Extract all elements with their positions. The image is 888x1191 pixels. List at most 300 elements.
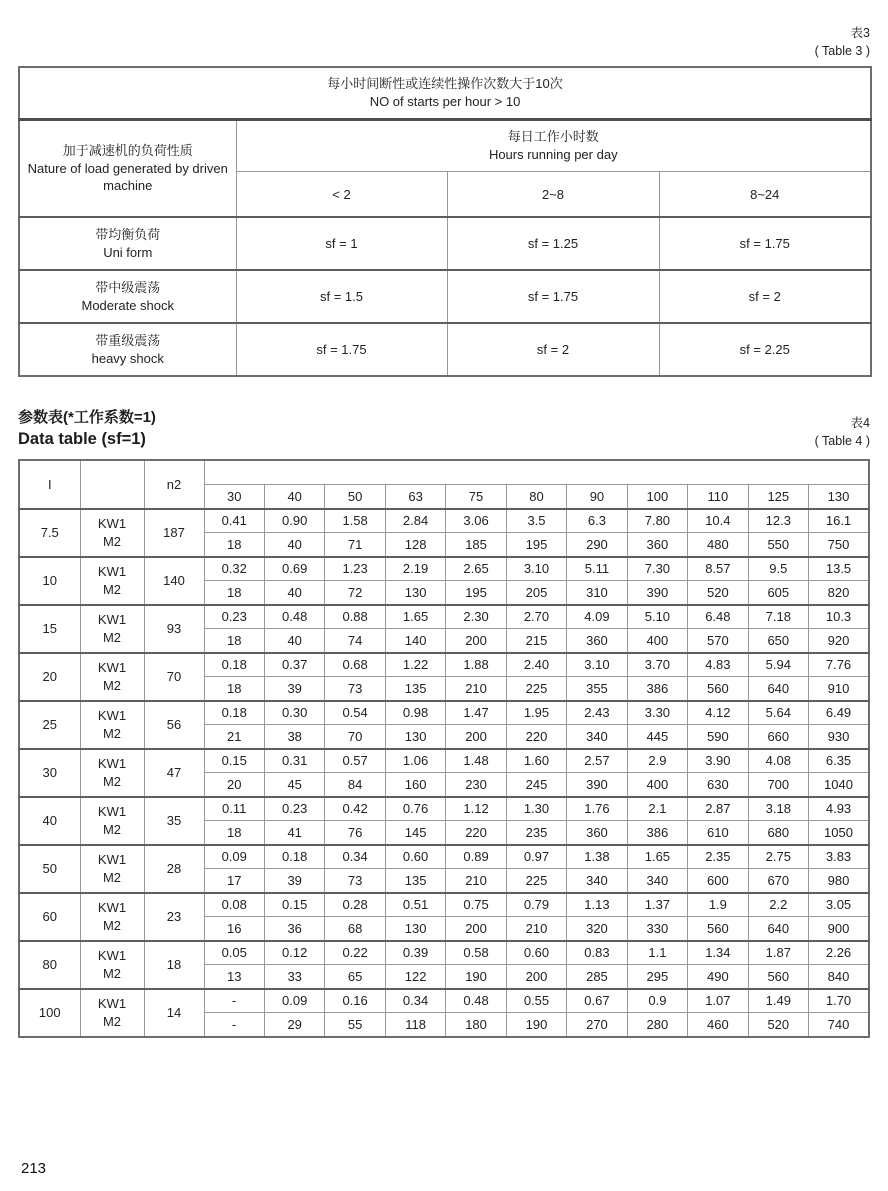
- size-column-header: 40: [264, 485, 324, 509]
- kw1-value: 7.80: [627, 509, 687, 533]
- ratio-column-header: I: [19, 460, 80, 509]
- m2-value: 210: [446, 677, 506, 701]
- kw1-value: 1.58: [325, 509, 385, 533]
- kw1-value: 0.68: [325, 653, 385, 677]
- m2-value: 17: [204, 869, 264, 893]
- row-label-kw1: KW1: [97, 803, 127, 819]
- m2-value: 750: [809, 533, 869, 557]
- kw1-value: 1.47: [446, 701, 506, 725]
- kw1-value: 0.22: [325, 941, 385, 965]
- m2-value: 40: [264, 533, 324, 557]
- kw1-value: 0.88: [325, 605, 385, 629]
- table-row: [19, 845, 869, 869]
- sf-value: sf = 2: [447, 323, 659, 376]
- m2-value: 390: [627, 581, 687, 605]
- kw1-value: 0.37: [264, 653, 324, 677]
- kw1-value: 1.1: [627, 941, 687, 965]
- m2-value: 215: [506, 629, 566, 653]
- row-label-kw1: KW1: [97, 755, 127, 771]
- kw1-value: 0.48: [446, 989, 506, 1013]
- m2-value: -: [204, 1013, 264, 1037]
- kw1-value: 0.98: [385, 701, 445, 725]
- m2-value: 355: [567, 677, 627, 701]
- kw1-value: 1.48: [446, 749, 506, 773]
- m2-value: 29: [264, 1013, 324, 1037]
- m2-value: 700: [748, 773, 808, 797]
- kw1-value: 2.26: [809, 941, 869, 965]
- kw1-value: 0.15: [264, 893, 324, 917]
- load-row-label: [19, 270, 236, 323]
- kw1-value: 2.43: [567, 701, 627, 725]
- kw1-value: 1.88: [446, 653, 506, 677]
- kw1-value: 0.31: [264, 749, 324, 773]
- m2-value: 36: [264, 917, 324, 941]
- m2-value: 225: [506, 869, 566, 893]
- table4-tag: [815, 414, 870, 450]
- m2-value: 920: [809, 629, 869, 653]
- n2-cell: 14: [144, 989, 204, 1037]
- m2-value: 900: [809, 917, 869, 941]
- row-label-m2: M2: [102, 869, 122, 885]
- table-row: [19, 605, 869, 629]
- m2-value: 195: [446, 581, 506, 605]
- m2-value: 33: [264, 965, 324, 989]
- size-column-header: 110: [688, 485, 748, 509]
- table3-tag-en: ( Table 3 ): [814, 44, 870, 59]
- kw1-value: 4.12: [688, 701, 748, 725]
- row-label-cell: [80, 941, 144, 989]
- ratio-cell: 10: [19, 557, 80, 605]
- m2-value: 40: [264, 629, 324, 653]
- kw1-value: 6.48: [688, 605, 748, 629]
- ratio-cell: 20: [19, 653, 80, 701]
- hours-col-8-24: 8~24: [659, 171, 871, 217]
- size-column-header: 50: [325, 485, 385, 509]
- table3-tag-zh: 表3: [850, 26, 870, 40]
- n2-cell: 28: [144, 845, 204, 893]
- m2-value: 18: [204, 821, 264, 845]
- table3-tag: [18, 0, 870, 66]
- page-number: 213: [21, 1160, 47, 1177]
- kw1-value: 6.35: [809, 749, 869, 773]
- row-label-cell: [80, 989, 144, 1037]
- m2-value: 640: [748, 677, 808, 701]
- ratio-cell: 100: [19, 989, 80, 1037]
- n2-cell: 56: [144, 701, 204, 749]
- n2-cell: 18: [144, 941, 204, 989]
- hours-per-day-en: Hours running per day: [488, 146, 618, 162]
- kw1-value: 0.39: [385, 941, 445, 965]
- table4-tag-zh: 表4: [850, 416, 870, 431]
- sf-value: sf = 1.75: [447, 270, 659, 323]
- m2-value: 205: [506, 581, 566, 605]
- m2-value: 386: [627, 821, 687, 845]
- m2-value: 130: [385, 917, 445, 941]
- m2-value: 220: [446, 821, 506, 845]
- size-column-header: 63: [385, 485, 445, 509]
- row-label-kw1: KW1: [97, 659, 127, 675]
- table-row: [19, 941, 869, 965]
- starts-per-hour-en: NO of starts per hour > 10: [369, 94, 521, 109]
- kw1-value: 6.3: [567, 509, 627, 533]
- kw1-value: 0.76: [385, 797, 445, 821]
- m2-value: 295: [627, 965, 687, 989]
- m2-value: 18: [204, 629, 264, 653]
- kw1-value: 0.97: [506, 845, 566, 869]
- data-table: [18, 459, 870, 1038]
- size-column-header: 125: [748, 485, 808, 509]
- m2-value: 480: [688, 533, 748, 557]
- load-row-label-en: Uni form: [103, 244, 153, 260]
- m2-value: 400: [627, 629, 687, 653]
- kw1-value: 2.35: [688, 845, 748, 869]
- kw1-value: 2.70: [506, 605, 566, 629]
- size-column-header: 90: [567, 485, 627, 509]
- m2-value: 21: [204, 725, 264, 749]
- kw1-value: 9.5: [748, 557, 808, 581]
- m2-value: 128: [385, 533, 445, 557]
- kw1-value: 1.87: [748, 941, 808, 965]
- kw1-value: 2.1: [627, 797, 687, 821]
- kw1-value: 1.70: [809, 989, 869, 1013]
- m2-value: 285: [567, 965, 627, 989]
- kw1-value: 7.30: [627, 557, 687, 581]
- kw1-value: 1.60: [506, 749, 566, 773]
- kw1-value: 0.54: [325, 701, 385, 725]
- kw1-value: 0.08: [204, 893, 264, 917]
- m2-value: 122: [385, 965, 445, 989]
- m2-value: 980: [809, 869, 869, 893]
- data-table-titles: [18, 407, 156, 450]
- m2-value: 605: [748, 581, 808, 605]
- ratio-cell: 80: [19, 941, 80, 989]
- kw1-value: 0.05: [204, 941, 264, 965]
- row-label-cell: [80, 797, 144, 845]
- sf-value: sf = 2.25: [659, 323, 871, 376]
- m2-value: 400: [627, 773, 687, 797]
- kw1-value: 0.18: [204, 701, 264, 725]
- m2-value: 360: [627, 533, 687, 557]
- table-row: [19, 893, 869, 917]
- load-row-label: [19, 217, 236, 270]
- kw1-value: 3.18: [748, 797, 808, 821]
- m2-value: 930: [809, 725, 869, 749]
- kw1-value: 5.11: [567, 557, 627, 581]
- kw1-value: 0.09: [264, 989, 324, 1013]
- row-label-m2: M2: [102, 677, 122, 693]
- kw1-value: 0.79: [506, 893, 566, 917]
- kw1-value: 0.75: [446, 893, 506, 917]
- kw1-value: 7.76: [809, 653, 869, 677]
- m2-value: 520: [748, 1013, 808, 1037]
- kw1-value: 1.95: [506, 701, 566, 725]
- kw1-value: 1.38: [567, 845, 627, 869]
- kw1-value: 0.15: [204, 749, 264, 773]
- table-row: [19, 797, 869, 821]
- kw1-value: 0.48: [264, 605, 324, 629]
- m2-value: 550: [748, 533, 808, 557]
- kw1-value: 3.10: [506, 557, 566, 581]
- row-label-m2: M2: [102, 629, 122, 645]
- m2-value: 145: [385, 821, 445, 845]
- row-label-m2: M2: [102, 533, 122, 549]
- kw1-value: 1.06: [385, 749, 445, 773]
- m2-value: 18: [204, 581, 264, 605]
- load-row-label: [19, 323, 236, 376]
- m2-value: 660: [748, 725, 808, 749]
- kw1-value: 0.60: [385, 845, 445, 869]
- starts-per-hour-zh: 每小时间断性或连续性操作次数大于10次: [327, 76, 563, 92]
- kw1-value: 3.70: [627, 653, 687, 677]
- kw1-value: 3.10: [567, 653, 627, 677]
- load-row-label-en: heavy shock: [91, 350, 164, 366]
- hours-col-lt2: < 2: [236, 171, 447, 217]
- m2-value: 40: [264, 581, 324, 605]
- sf-value: sf = 1.5: [236, 270, 447, 323]
- kw1-value: 5.10: [627, 605, 687, 629]
- size-column-header: 130: [809, 485, 869, 509]
- m2-value: 820: [809, 581, 869, 605]
- m2-value: 320: [567, 917, 627, 941]
- row-label-cell: [80, 893, 144, 941]
- kw1-value: 2.30: [446, 605, 506, 629]
- n2-column-header: n2: [144, 460, 204, 509]
- m2-value: 74: [325, 629, 385, 653]
- kw1-value: 0.69: [264, 557, 324, 581]
- service-factor-table: [18, 66, 872, 377]
- starts-per-hour-header: [19, 67, 871, 119]
- row-label-m2: M2: [102, 965, 122, 981]
- kw1-value: 16.1: [809, 509, 869, 533]
- m2-value: 18: [204, 677, 264, 701]
- table-row: [19, 323, 871, 376]
- m2-value: 130: [385, 725, 445, 749]
- kw1-value: 3.83: [809, 845, 869, 869]
- m2-value: 71: [325, 533, 385, 557]
- row-label-cell: [80, 653, 144, 701]
- size-column-header: 30: [204, 485, 264, 509]
- m2-value: 73: [325, 869, 385, 893]
- size-column-header: 100: [627, 485, 687, 509]
- sf-value: sf = 2: [659, 270, 871, 323]
- kw1-value: 2.2: [748, 893, 808, 917]
- kw1-value: 1.65: [627, 845, 687, 869]
- kw1-value: 0.09: [204, 845, 264, 869]
- m2-value: 65: [325, 965, 385, 989]
- table-row: [19, 509, 869, 533]
- sf-value: sf = 1.25: [447, 217, 659, 270]
- kw1-value: 0.89: [446, 845, 506, 869]
- kw1-value: 3.90: [688, 749, 748, 773]
- kw1-value: 0.18: [204, 653, 264, 677]
- kw1-value: 1.76: [567, 797, 627, 821]
- kw1-value: 0.34: [325, 845, 385, 869]
- kw1-value: 6.49: [809, 701, 869, 725]
- kw1-value: 0.23: [204, 605, 264, 629]
- ratio-cell: 15: [19, 605, 80, 653]
- m2-value: 20: [204, 773, 264, 797]
- kw1-value: 1.13: [567, 893, 627, 917]
- table-row: [19, 749, 869, 773]
- m2-value: 13: [204, 965, 264, 989]
- kw1-value: 2.65: [446, 557, 506, 581]
- row-label-kw1: KW1: [97, 707, 127, 723]
- table-row: [19, 270, 871, 323]
- row-label-m2: M2: [102, 821, 122, 837]
- m2-value: 200: [446, 629, 506, 653]
- row-label-cell: [80, 605, 144, 653]
- sf-value: sf = 1.75: [236, 323, 447, 376]
- m2-value: 445: [627, 725, 687, 749]
- m2-value: 740: [809, 1013, 869, 1037]
- table4-body: [19, 509, 869, 1037]
- m2-value: 225: [506, 677, 566, 701]
- m2-value: 76: [325, 821, 385, 845]
- m2-value: 84: [325, 773, 385, 797]
- m2-value: 41: [264, 821, 324, 845]
- row-label-m2: M2: [102, 725, 122, 741]
- row-label-cell: [80, 845, 144, 893]
- n2-cell: 70: [144, 653, 204, 701]
- m2-value: 180: [446, 1013, 506, 1037]
- blank-column-header: [80, 460, 144, 509]
- kw1-value: 4.93: [809, 797, 869, 821]
- m2-value: 210: [446, 869, 506, 893]
- table-row: [19, 701, 869, 725]
- hours-col-2-8: 2~8: [447, 171, 659, 217]
- kw1-value: 1.34: [688, 941, 748, 965]
- load-nature-header: [19, 119, 236, 217]
- m2-value: 560: [688, 917, 748, 941]
- size-column-header: 75: [446, 485, 506, 509]
- sf-value: sf = 1: [236, 217, 447, 270]
- m2-value: 245: [506, 773, 566, 797]
- kw1-value: 0.83: [567, 941, 627, 965]
- m2-value: 210: [506, 917, 566, 941]
- row-label-kw1: KW1: [97, 563, 127, 579]
- m2-value: 280: [627, 1013, 687, 1037]
- kw1-value: 1.23: [325, 557, 385, 581]
- row-label-m2: M2: [102, 1013, 122, 1029]
- m2-value: 340: [627, 869, 687, 893]
- ratio-cell: 7.5: [19, 509, 80, 557]
- size-column-header: 80: [506, 485, 566, 509]
- m2-value: 520: [688, 581, 748, 605]
- m2-value: 45: [264, 773, 324, 797]
- kw1-value: 2.75: [748, 845, 808, 869]
- kw1-value: 4.09: [567, 605, 627, 629]
- m2-value: 590: [688, 725, 748, 749]
- kw1-value: 1.65: [385, 605, 445, 629]
- kw1-value: 4.83: [688, 653, 748, 677]
- load-row-label-en: Moderate shock: [81, 297, 174, 313]
- data-table-title-en: Data table (sf=1): [18, 430, 146, 449]
- kw1-value: 12.3: [748, 509, 808, 533]
- m2-value: 39: [264, 677, 324, 701]
- row-label-kw1: KW1: [97, 899, 127, 915]
- n2-cell: 187: [144, 509, 204, 557]
- kw1-value: 10.4: [688, 509, 748, 533]
- ratio-cell: 40: [19, 797, 80, 845]
- size-columns-spacer: [204, 460, 869, 485]
- ratio-cell: 25: [19, 701, 80, 749]
- row-label-cell: [80, 749, 144, 797]
- m2-value: 360: [567, 821, 627, 845]
- m2-value: 185: [446, 533, 506, 557]
- table-row: [19, 653, 869, 677]
- m2-value: 570: [688, 629, 748, 653]
- m2-value: 1040: [809, 773, 869, 797]
- m2-value: 55: [325, 1013, 385, 1037]
- m2-value: 360: [567, 629, 627, 653]
- m2-value: 1050: [809, 821, 869, 845]
- row-label-m2: M2: [102, 581, 122, 597]
- kw1-value: 0.11: [204, 797, 264, 821]
- m2-value: 16: [204, 917, 264, 941]
- m2-value: 39: [264, 869, 324, 893]
- row-label-kw1: KW1: [97, 515, 127, 531]
- n2-cell: 23: [144, 893, 204, 941]
- kw1-value: 1.12: [446, 797, 506, 821]
- n2-cell: 35: [144, 797, 204, 845]
- m2-value: 118: [385, 1013, 445, 1037]
- kw1-value: 0.30: [264, 701, 324, 725]
- kw1-value: 7.18: [748, 605, 808, 629]
- row-label-cell: [80, 509, 144, 557]
- row-label-cell: [80, 701, 144, 749]
- table-row: [19, 557, 869, 581]
- kw1-value: 0.9: [627, 989, 687, 1013]
- m2-value: 390: [567, 773, 627, 797]
- kw1-value: 3.05: [809, 893, 869, 917]
- row-label-cell: [80, 557, 144, 605]
- kw1-value: 3.5: [506, 509, 566, 533]
- load-row-label-zh: 带均衡负荷: [95, 226, 161, 242]
- m2-value: 330: [627, 917, 687, 941]
- kw1-value: 2.87: [688, 797, 748, 821]
- m2-value: 38: [264, 725, 324, 749]
- m2-value: 200: [506, 965, 566, 989]
- kw1-value: 8.57: [688, 557, 748, 581]
- m2-value: 630: [688, 773, 748, 797]
- m2-value: 640: [748, 917, 808, 941]
- m2-value: 460: [688, 1013, 748, 1037]
- kw1-value: 3.06: [446, 509, 506, 533]
- row-label-m2: M2: [102, 773, 122, 789]
- m2-value: 270: [567, 1013, 627, 1037]
- kw1-value: 2.19: [385, 557, 445, 581]
- m2-value: 200: [446, 725, 506, 749]
- kw1-value: 2.57: [567, 749, 627, 773]
- kw1-value: 0.57: [325, 749, 385, 773]
- kw1-value: 0.32: [204, 557, 264, 581]
- row-label-m2: M2: [102, 917, 122, 933]
- m2-value: 135: [385, 869, 445, 893]
- m2-value: 190: [446, 965, 506, 989]
- kw1-value: 1.49: [748, 989, 808, 1013]
- m2-value: 340: [567, 869, 627, 893]
- n2-cell: 93: [144, 605, 204, 653]
- data-table-title-zh: 参数表(*工作系数=1): [18, 409, 156, 427]
- n2-cell: 47: [144, 749, 204, 797]
- m2-value: 840: [809, 965, 869, 989]
- m2-value: 73: [325, 677, 385, 701]
- m2-value: 680: [748, 821, 808, 845]
- kw1-value: 0.51: [385, 893, 445, 917]
- m2-value: 130: [385, 581, 445, 605]
- kw1-value: 1.22: [385, 653, 445, 677]
- kw1-value: 0.28: [325, 893, 385, 917]
